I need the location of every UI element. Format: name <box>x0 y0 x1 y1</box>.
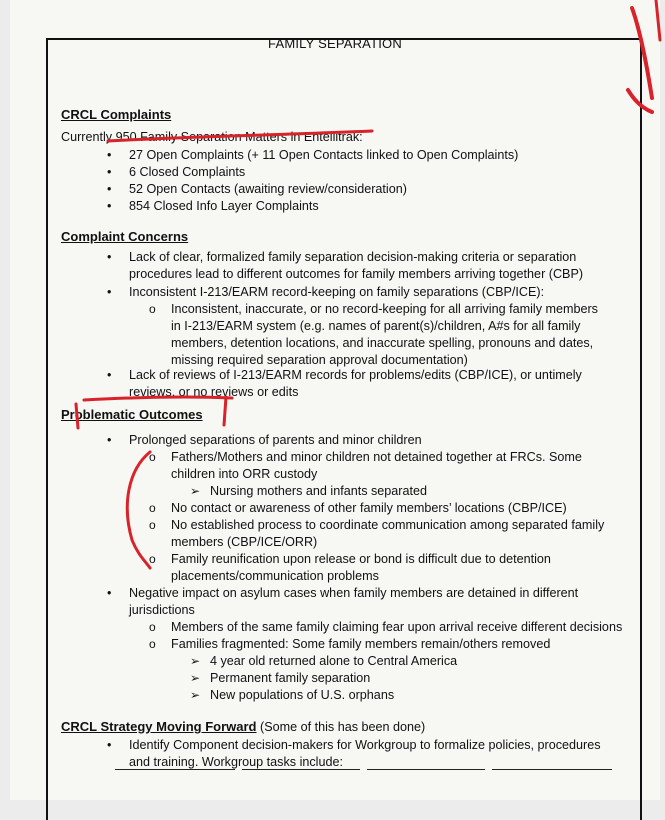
blank-line <box>492 769 612 770</box>
page-title: FAMILY SEPARATION <box>268 36 402 51</box>
list-item: o Members of the same family claiming fear upon arrival receive different decisions <box>171 619 622 636</box>
list-item: ➢ Permanent family separation <box>210 670 370 687</box>
list-item: o No contact or awareness of other family members’ locations (CBP/ICE) <box>171 500 567 517</box>
blank-line <box>242 769 360 770</box>
list-item: • 27 Open Complaints (+ 11 Open Contacts linked to Open Complaints) <box>129 147 518 164</box>
list-item: o Inconsistent, inaccurate, or no record-keeping for all arriving family members in I-213/EARM system (e.g. names of parent(s)/children, A#s for all family members, detention locations, and inaccurate spelling, pronouns and dates, missing required separation approval documentation) <box>171 301 609 369</box>
list-item: • Lack of reviews of I-213/EARM records for problems/edits (CBP/ICE), or untimely reviews, or no reviews or edits <box>129 367 613 401</box>
list-item: o Family reunification upon release or bond is difficult due to detention placements/communication problems <box>171 551 591 585</box>
crcl-complaints-heading: CRCL Complaints <box>61 107 172 122</box>
list-item: ➢ New populations of U.S. orphans <box>210 687 394 704</box>
problematic-outcomes-heading: Problematic Outcomes <box>61 407 203 422</box>
list-item: o No established process to coordinate communication among separated family members (CBP/ICE/ORR) <box>171 517 611 551</box>
strategy-heading-line <box>61 718 425 736</box>
document-page <box>10 0 660 800</box>
list-item: • 854 Closed Info Layer Complaints <box>129 198 319 215</box>
blank-line <box>115 769 235 770</box>
list-item: • Inconsistent I-213/EARM record-keeping on family separations (CBP/ICE): <box>129 284 544 301</box>
list-item: o Fathers/Mothers and minor children not detained together at FRCs. Some children into ORR custody <box>171 449 611 483</box>
list-item: ➢ 4 year old returned alone to Central America <box>210 653 457 670</box>
crcl-complaints-intro: Currently 950 Family Separation Matters in Entellitrak: <box>61 130 363 144</box>
list-item: • Negative impact on asylum cases when family members are detained in different jurisdictions <box>129 585 599 619</box>
list-item: o Families fragmented: Some family members remain/others removed <box>171 636 550 653</box>
list-item: • 52 Open Contacts (awaiting review/consideration) <box>129 181 407 198</box>
list-item: • Prolonged separations of parents and minor children <box>129 432 422 449</box>
blank-line <box>367 769 485 770</box>
list-item: • Identify Component decision-makers for Workgroup to formalize policies, procedures and training. Workgroup tasks include: <box>129 737 613 771</box>
list-item: ➢ Nursing mothers and infants separated <box>210 483 427 500</box>
complaint-concerns-heading: Complaint Concerns <box>61 229 189 244</box>
list-item: • 6 Closed Complaints <box>129 164 245 181</box>
strategy-heading: CRCL Strategy Moving Forward <box>61 719 257 734</box>
strategy-note: (Some of this has been done) <box>260 720 426 734</box>
list-item: • Lack of clear, formalized family separation decision-making criteria or separation procedures lead to different outcomes for family members arriving together (CBP) <box>129 249 609 283</box>
